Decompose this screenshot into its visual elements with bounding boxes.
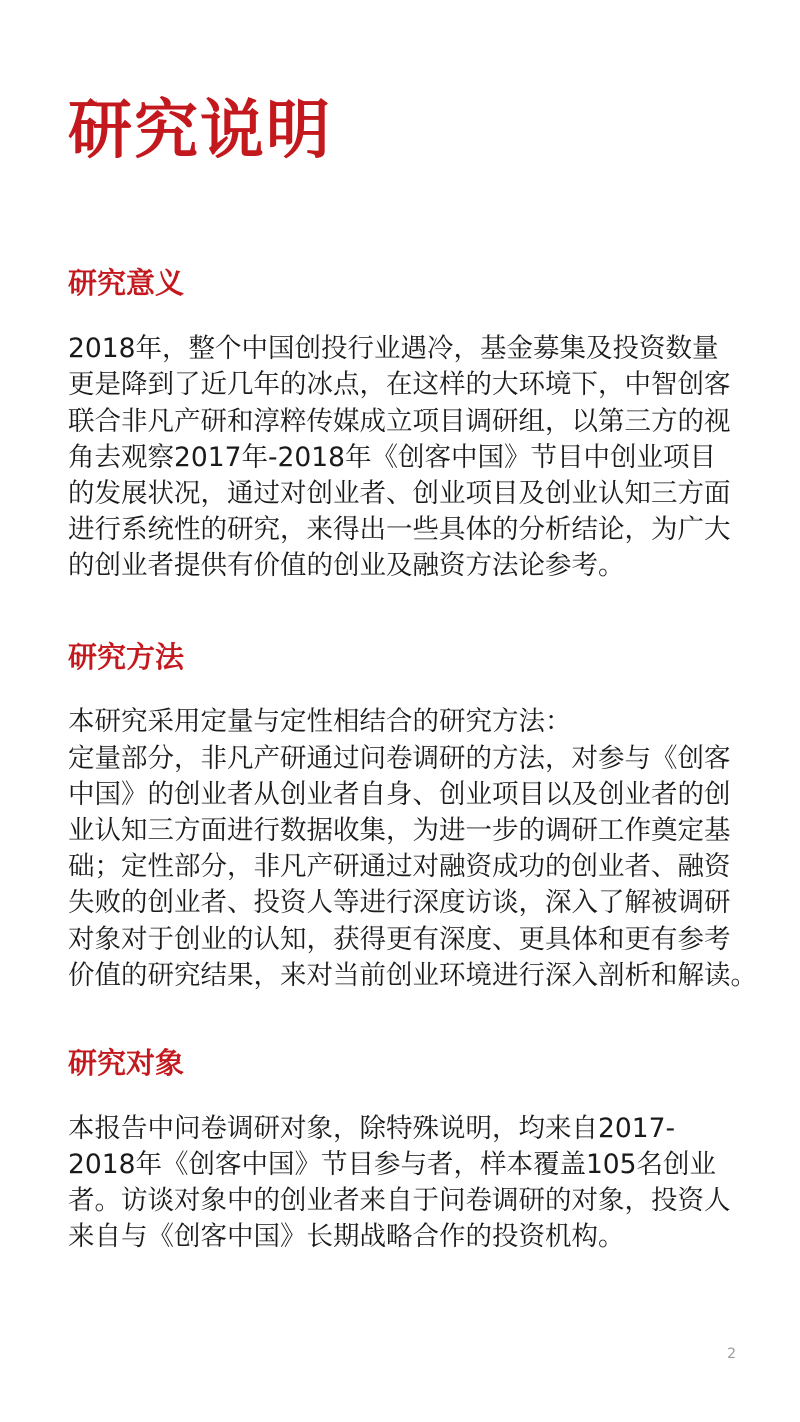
body-line: 本报告中问卷调研对象，除特殊说明，均来自2017- bbox=[68, 1112, 676, 1144]
body-line: 的创业者提供有价值的创业及融资方法论参考。 bbox=[68, 550, 625, 582]
body-line: 更是降到了近几年的冰点，在这样的大环境下，中智创客 bbox=[68, 369, 731, 401]
section-heading: 研究对象 bbox=[68, 1046, 185, 1081]
section-heading: 研究方法 bbox=[68, 639, 185, 674]
body-line: 2018年《创客中国》节目参与者，样本覆盖105名创业 bbox=[68, 1149, 717, 1181]
section-heading: 研究意义 bbox=[68, 266, 185, 301]
section-body bbox=[68, 1111, 740, 1256]
body-line: 定量部分，非凡产研通过问卷调研的方法，对参与《创客 bbox=[68, 742, 731, 774]
body-line: 来自与《创客中国》长期战略合作的投资机构。 bbox=[68, 1221, 625, 1253]
body-line: 业认知三方面进行数据收集，为进一步的调研工作奠定基 bbox=[68, 815, 731, 847]
section-methodology bbox=[68, 639, 757, 994]
body-line: 的发展状况，通过对创业者、创业项目及创业认知三方面 bbox=[68, 478, 731, 509]
body-line: 角去观察2017年-2018年《创客中国》节目中创业项目 bbox=[68, 441, 716, 473]
body-line: 础；定性部分，非凡产研通过对融资成功的创业者、融资 bbox=[68, 851, 731, 883]
section-subjects bbox=[68, 1046, 740, 1256]
body-line: 联合非凡产研和淳粹传媒成立项目调研组，以第三方的视 bbox=[68, 405, 731, 437]
body-line: 失败的创业者、投资人等进行深度访谈，深入了解被调研 bbox=[68, 887, 731, 919]
body-line: 本研究采用定量与定性相结合的研究方法： bbox=[68, 706, 572, 738]
body-line: 进行系统性的研究，来得出一些具体的分析结论，为广大 bbox=[68, 514, 731, 546]
page-title: 研究说明 bbox=[68, 94, 332, 168]
body-line: 对象对于创业的认知，获得更有深度、更具体和更有参考 bbox=[68, 923, 731, 955]
body-line: 2018年，整个中国创投行业遇冷，基金募集及投资数量 bbox=[68, 333, 719, 365]
section-body bbox=[68, 331, 740, 584]
body-line: 价值的研究结果，来对当前创业环境进行深入剖析和解读。 bbox=[68, 959, 757, 991]
body-line: 中国》的创业者从创业者自身、创业项目以及创业者的创 bbox=[68, 778, 731, 810]
page-number: 2 bbox=[727, 1346, 736, 1362]
section-body bbox=[68, 704, 757, 994]
section-significance bbox=[68, 266, 740, 584]
body-line: 者。访谈对象中的创业者来自于问卷调研的对象，投资人 bbox=[68, 1185, 731, 1217]
